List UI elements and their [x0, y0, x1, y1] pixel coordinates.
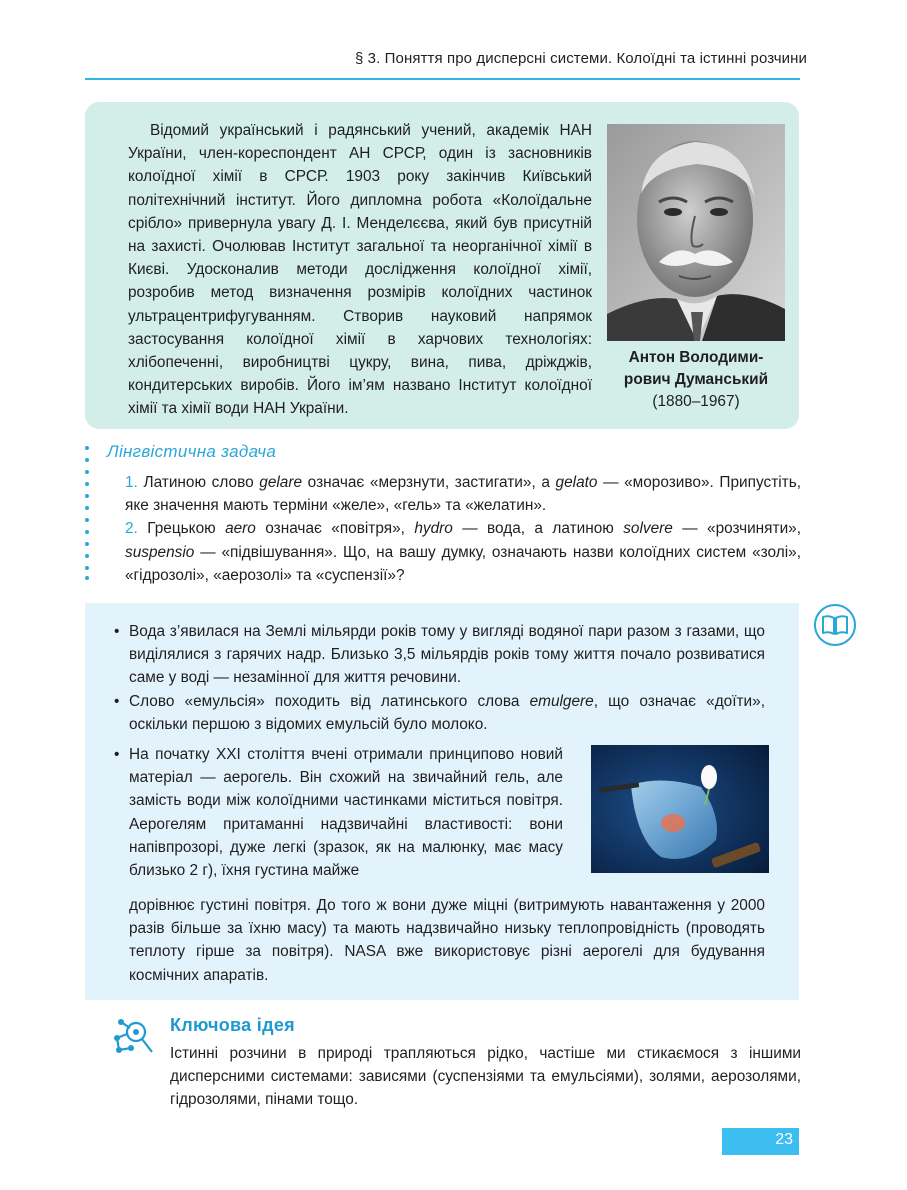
task-item-2-term: hydro	[414, 520, 453, 538]
fact-emulsion-text: , що означає «доїти», оскільки першою з відомих емульсій було молоко.	[129, 693, 765, 734]
task-item-2-text: означає «повітря»,	[255, 520, 415, 538]
biography-text: Відомий український і радянський учений, академік НАН України, член-кореспондент АН СРСР, один із засновників колоїдної хімії в СРСР. 1903 року закінчив Київський політехнічний інститут. Його дипломна робота «Колоїдальне срібло» привернула увагу Д. І. Менделєєва, який був присутній на захисті. Очолював Інститут загальної та неорганічної хімії в Києві. Удосконалив методи дослідження колоїдної хімії, розробив метод визначення розмірів колоїдних частинок ультрацентрифугуванням. Створив науковий напрямок застосування колоїдної хімії в харчових технологіях: хлібопеченні, виробництві цукру, вина, пива, дріжджів, кондитерських виробів. Його ім’ям названо Інститут колоїдної хімії та хімії води НАН України.	[128, 122, 592, 418]
task-body	[125, 471, 801, 587]
task-item-2-term: suspensio	[125, 543, 195, 561]
fact-water: Вода з’явилася на Землі мільярди років тому у вигляді водяної пари разом з газами, що виділялися з гарячих надр. Близько 3,5 мільярдів років тому життя почало розвиватися саме у воді — незамінної для життя речовини.	[129, 623, 765, 687]
task-item-2	[125, 517, 801, 587]
portrait-caption	[598, 347, 794, 413]
fact-aerogel-top: На початку XXI століття вчені отримали принципово новий матеріал — аерогель. Він схожий на звичайний гель, але замість води між колоїдними частинками міститься повітря. Аерогелям притаманні надзвичайні властивості: вони напівпрозорі, дуже легкі (зразок, як на малюнку, має масу близько 2 г), їхня густина майже	[129, 746, 563, 880]
running-header: § 3. Поняття про дисперсні системи. Колоїдні та істинні розчини	[354, 50, 807, 67]
fact-emulsion-text: Слово «емульсія» походить від латинського слова	[129, 693, 530, 710]
page-number: 23	[722, 1128, 799, 1155]
task-item-2-term: solvere	[623, 520, 673, 538]
fact-aerogel-bottom: дорівнює густині повітря. До того ж вони дуже міцні (витримують навантаження у 2000 разів більше за їхню масу) та мають надзвичайно низьку теплопровідність (проводять теплоту гірше за повітря). NASA вже використовує різні аерогелі для будування космічних апаратів.	[129, 897, 765, 984]
aerogel-photo	[591, 745, 769, 873]
fact-emulsion-term: emulgere	[529, 693, 594, 710]
task-item-1-number: 1.	[125, 474, 138, 491]
scientist-years: (1880–1967)	[652, 393, 740, 410]
fact-emulsion	[129, 690, 765, 736]
portrait-photo	[607, 124, 785, 341]
open-book-icon	[813, 603, 857, 647]
task-item-2-text: — «розчиняти»,	[672, 520, 801, 538]
key-idea-heading: Ключова ідея	[170, 1015, 295, 1035]
bullet-1: •	[114, 623, 120, 640]
dotted-margin-line	[84, 445, 90, 581]
scientist-name-line1: Антон Володими-	[628, 349, 764, 366]
task-item-1-term: gelare	[259, 474, 303, 491]
task-item-2-text: Грецькою	[137, 520, 226, 538]
key-idea-text: Істинні розчини в природі трапляються рідко, частіше ми стикаємося з іншими дисперсними системами: зависями (суспензіями та емульсіями), золями, аерозолями, гідрозолями, пінами тощо.	[170, 1045, 801, 1109]
header-divider	[85, 78, 800, 80]
portrait-image	[607, 124, 785, 341]
task-item-2-term: aero	[225, 520, 256, 538]
task-item-2-text: — «підвішування». Що, на вашу думку, означають назви колоїдних систем «золі», «гідрозолі», «аерозолі» та «суспензії»?	[125, 543, 801, 584]
key-idea-magnifier-icon	[109, 1012, 155, 1058]
bullet-2: •	[114, 693, 120, 710]
task-item-2-text: — вода, а латиною	[452, 520, 624, 538]
task-item-1	[125, 471, 801, 517]
aerogel-image	[591, 745, 769, 873]
task-item-1-term: gelato	[555, 474, 598, 491]
task-item-2-number: 2.	[125, 520, 138, 538]
task-item-1-text: Латиною слово	[137, 474, 260, 491]
task-heading: Лінгвістична задача	[107, 442, 277, 461]
scientist-name-line2: рович Думанський	[623, 371, 769, 388]
task-item-1-text: означає «мерзнути, застигати», а	[302, 474, 556, 491]
task-item-1-text: — «морозиво». Припустіть, яке значення мають терміни «желе», «гель» та «желатин».	[125, 474, 802, 515]
bullet-3: •	[114, 746, 120, 763]
